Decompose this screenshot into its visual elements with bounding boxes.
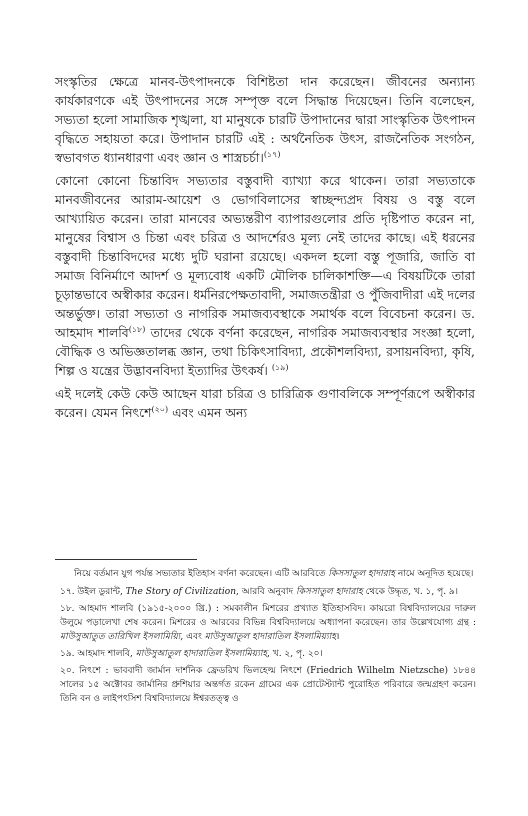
book-title: The Story of Civilization bbox=[125, 587, 237, 597]
paragraph-text: সংস্কৃতির ক্ষেত্রে মানব-উৎপাদনকে বিশিষ্টতা দান করেছেন। জীবনের অন্যান্য কার্যকারণকে এই উৎপাদনের সঙ্গে সম্পৃক্ত বলে সিদ্ধান্ত দিয়েছেন। তিনি বলেছেন, সভ্যতা হলো সামাজিক শৃঙ্খলা, যা মানুষকে চারটি উপাদানের দ্বারা সাংস্কৃতিক উৎপাদন বৃদ্ধিতে সহায়তা করে। উপাদান চারটি এই : অর্থনৈতিক উৎস, রাজনৈতিক সংগঠন, স্বভাবগত ধ্যানধারণা এবং জ্ঞান ও শাস্ত্রচর্চা। bbox=[55, 74, 475, 165]
main-text bbox=[55, 72, 475, 426]
book-title: মাউসুআতুল হাদারাতিল ইসলামিয়্যাহ bbox=[204, 632, 336, 642]
footnote-text: , আরবি অনুবাদ bbox=[236, 587, 297, 597]
footnote-text: , খ. ২, পৃ. ২০। bbox=[267, 649, 323, 659]
paragraph-text: তাদের থেকে বর্ণনা করেছেন, নাগরিক সমাজব্যবস্থার সংজ্ঞা হলো, বৌদ্ধিক ও অভিজ্ঞতালব্ধ জ্ঞান, তথা চিকিৎসাবিদ্যা, প্রকৌশলবিদ্যা, রসায়নবিদ্যা, কৃষি, শিল্প ও যন্ত্রের উদ্ভাবনবিদ্যা ইত্যাদির উৎকর্ষ। bbox=[55, 325, 476, 378]
footnote-18 bbox=[60, 602, 476, 644]
footnote-text: নিয়ে বর্তমান যুগ পর্যন্ত সভ্যতার ইতিহাস বর্ণনা করেছেন। এটি আরবিতে bbox=[74, 569, 329, 579]
paragraph-character-deniers bbox=[55, 384, 475, 422]
footnote-ref-19[interactable]: (১৯) bbox=[271, 362, 289, 372]
footnote-ref-17[interactable]: (১৭) bbox=[263, 149, 281, 159]
footnote-17 bbox=[60, 585, 476, 599]
book-title: মাউসুআতুল হাদারাতিল ইসলামিয়্যাহ bbox=[135, 649, 268, 659]
footnote-ref-20[interactable]: (২০) bbox=[151, 404, 169, 414]
footnote-continuation bbox=[74, 567, 476, 581]
book-title: কিসসাতুল হাদারাহ bbox=[296, 587, 363, 597]
footnote-number: ১৯. bbox=[60, 649, 75, 659]
footnote-number: ২০. bbox=[60, 666, 75, 676]
footnote-divider bbox=[55, 559, 197, 560]
paragraph-text: এবং এমন অন্য bbox=[168, 405, 248, 420]
footnote-text: । bbox=[335, 632, 340, 642]
footnote-text: নিৎশে : ভাববাদী জার্মান দার্শনিক ফ্রেডরিখ ভিলহেল্ম নিৎশে (Friedrich Wilhelm Nietzsche) ১৮৪৪ সালের ১৫ অক্টোবর জার্মানির প্রুশিয়ার অন্তর্গত রকেন গ্রামের এক প্রোটেস্ট্যান্ট পুরোহিত পরিবারে জন্মগ্রহণ করেন। তিনি বন ও লাইপৎসিশ বিশ্ববিদ্যালয়ে ঈশ্বরতত্ত্ব ও bbox=[60, 666, 476, 704]
footnote-text: থেকে উদ্ধৃত, খ. ১, পৃ. ৯। bbox=[362, 587, 458, 597]
footnote-20 bbox=[60, 664, 476, 706]
footnote-19 bbox=[60, 647, 476, 661]
footnote-text: নামে অনূদিত হয়েছে। bbox=[395, 569, 474, 579]
footnote-text: , এবং bbox=[180, 632, 205, 642]
footnote-text: আহমাদ শালবি, bbox=[74, 649, 136, 659]
footnotes bbox=[60, 567, 476, 709]
paragraph-materialist-thinkers bbox=[55, 171, 475, 380]
book-title: কিসসাতুল হাদারাহ bbox=[328, 569, 396, 579]
footnote-ref-18[interactable]: (১৮) bbox=[128, 324, 146, 334]
footnote-text: উইল ডুরান্ট, bbox=[74, 587, 126, 597]
paragraph-civilization-definition bbox=[55, 72, 475, 167]
paragraph-text: এই দলেই কেউ কেউ আছেন যারা চরিত্র ও চারিত্রিক গুণাবলিকে সম্পূর্ণরূপে অস্বীকার করেন। যেমন নিৎশে bbox=[55, 386, 475, 420]
footnote-number: ১৮. bbox=[60, 604, 75, 614]
footnote-text: আহমাদ শালবি (১৯১৫-২০০০ খ্রি.) : সমকালীন মিশরের প্রখ্যাত ইতিহাসবিদ। কায়রো বিশ্ববিদ্যালয়ের দারুল উলুমে পড়ালেখা শেষ করেন। মিশরের ও আরবের বিভিন্ন বিশ্ববিদ্যালয়ে অধ্যাপনা করেছেন। তার উল্লেখযোগ্য গ্রন্থ : bbox=[60, 604, 476, 628]
footnote-number: ১৭. bbox=[60, 587, 75, 597]
book-title: মাউসুআতুত তারিখিল ইসলামিয়্যি bbox=[60, 632, 181, 642]
paragraph-text: কোনো কোনো চিন্তাবিদ সভ্যতার বস্তুবাদী ব্যাখ্যা করে থাকেন। তারা সভ্যতাকে মানবজীবনের আরাম-আয়েশ ও ভোগবিলাসের স্বাচ্ছন্দ্যপ্রদ বিষয় ও বস্তু বলে আখ্যায়িত করেন। তারা মানবের অভ্যন্তরীণ ব্যাপারগুলোর প্রতি দৃষ্টিপাত করেন না, মানুষের বিশ্বাস ও চিন্তা এবং চরিত্র ও আদর্শেরও মূল্য নেই তাদের কাছে। এই ধরনের বস্তুবাদী চিন্তাবিদদের মধ্যে দুটি ঘরানা রয়েছে। একদল হলো বস্তু পূজারি, জাতি বা সমাজ বিনির্মাণে আদর্শ ও মূল্যবোধ একটি মৌলিক চালিকাশক্তি—এ বিষয়টিকে তারা চূড়ান্তভাবে অস্বীকার করেন। ধর্মনিরপেক্ষতাবাদী, সমাজতন্ত্রীরা ও পুঁজিবাদীরা এই দলের অন্তর্ভুক্ত। তারা সভ্যতা ও নাগরিক সমাজব্যবস্থাকে সমার্থক বলে বিবেচনা করেন। ড. আহমাদ শালবি bbox=[55, 173, 475, 340]
